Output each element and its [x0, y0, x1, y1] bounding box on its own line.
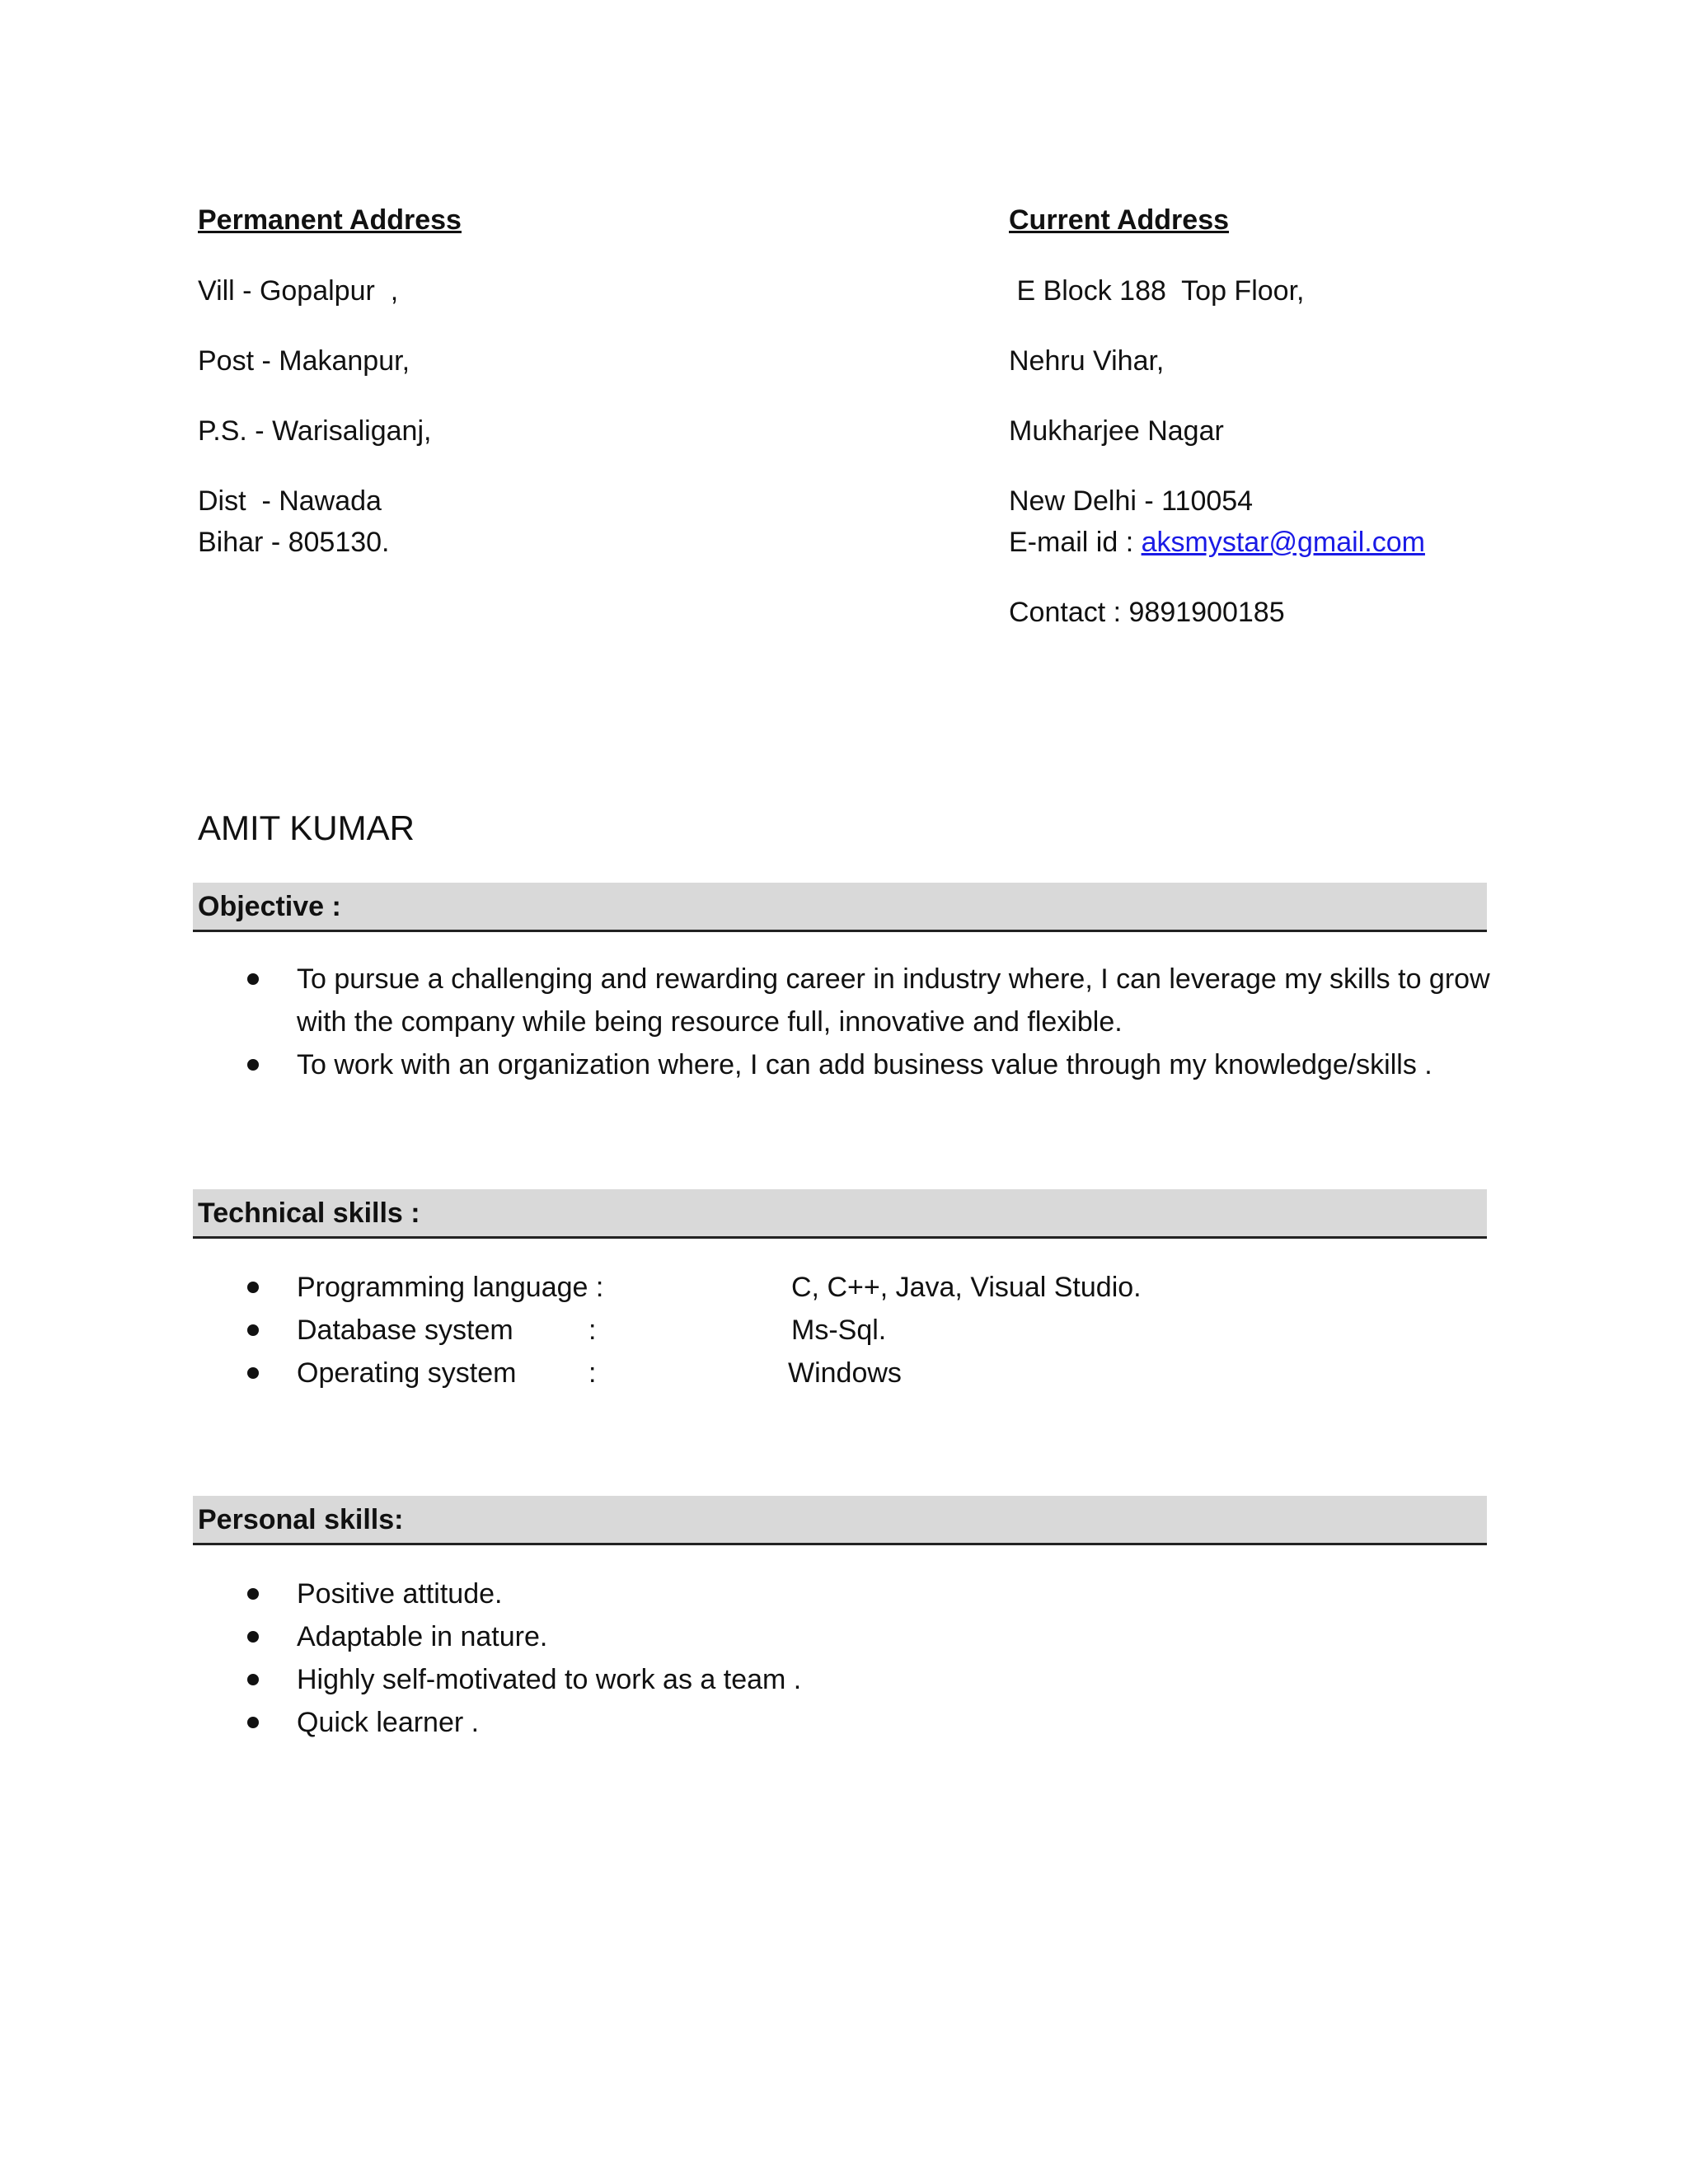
permanent-address-heading: Permanent Address: [198, 204, 462, 236]
skill-value: Windows: [788, 1357, 902, 1389]
list-item: [247, 1352, 1492, 1394]
current-address-line: New Delhi - 110054: [1009, 485, 1254, 517]
permanent-address-line: Bihar - 805130.: [198, 527, 390, 558]
list-item: [247, 1658, 1492, 1701]
list-item: [247, 1701, 1492, 1744]
current-address-line: E Block 188 Top Floor,: [1009, 275, 1305, 307]
personal-skills-section-header: [193, 1496, 1487, 1545]
list-item: [247, 1572, 1492, 1615]
objective-text: To pursue a challenging and rewarding career in industry where, I can leverage my skills to grow with the company while being resource full, innovative and flexible.: [297, 963, 1490, 1038]
bullet-icon: [247, 1282, 259, 1293]
current-address-heading: Current Address: [1009, 204, 1230, 236]
list-item: [247, 1615, 1492, 1658]
list-item: [247, 1043, 1492, 1086]
bullet-icon: [247, 1631, 259, 1643]
permanent-address-block: [198, 199, 940, 563]
personal-skill-text: Quick learner .: [297, 1707, 480, 1738]
objective-title: Objective :: [198, 891, 341, 922]
email-link[interactable]: aksmystar@gmail.com: [1141, 527, 1425, 558]
personal-skill-text: Positive attitude.: [297, 1578, 503, 1610]
skill-key: Programming language :: [297, 1272, 604, 1303]
permanent-address-line: Post - Makanpur,: [198, 345, 410, 377]
objective-text: To work with an organization where, I can add business value through my knowledge/skills .: [297, 1049, 1432, 1080]
skill-colon: :: [588, 1315, 597, 1346]
permanent-address-line: P.S. - Warisaliganj,: [198, 415, 432, 447]
permanent-address-line: Dist - Nawada: [198, 485, 382, 517]
current-address-line: Mukharjee Nagar: [1009, 415, 1224, 447]
list-item: [247, 958, 1492, 1043]
personal-skills-list: [247, 1572, 1492, 1744]
bullet-icon: [247, 1717, 259, 1728]
email-line: [1009, 522, 1635, 563]
candidate-name: AMIT KUMAR: [198, 808, 415, 847]
bullet-icon: [247, 1367, 259, 1379]
technical-skills-list: [247, 1266, 1492, 1394]
bullet-icon: [247, 1674, 259, 1685]
personal-skill-text: Highly self-motivated to work as a team .: [297, 1664, 802, 1695]
bullet-icon: [247, 1588, 259, 1600]
bullet-icon: [247, 1324, 259, 1336]
email-label: E-mail id :: [1009, 527, 1142, 558]
bullet-icon: [247, 1059, 259, 1071]
current-address-block: [1009, 199, 1635, 662]
skill-colon: :: [588, 1357, 597, 1389]
skill-key: Operating system: [297, 1357, 517, 1389]
objective-section-header: [193, 883, 1487, 932]
list-item: [247, 1309, 1492, 1352]
permanent-address-line: Vill - Gopalpur ,: [198, 275, 399, 307]
list-item: [247, 1266, 1492, 1309]
skill-value: Ms-Sql.: [791, 1315, 887, 1346]
skill-key: Database system: [297, 1315, 513, 1346]
technical-skills-section-header: [193, 1189, 1487, 1239]
personal-skill-text: Adaptable in nature.: [297, 1621, 548, 1652]
objective-list: [247, 958, 1492, 1086]
bullet-icon: [247, 973, 259, 985]
personal-skills-title: Personal skills:: [198, 1504, 404, 1535]
contact-line: Contact : 9891900185: [1009, 597, 1285, 628]
skill-value: C, C++, Java, Visual Studio.: [791, 1272, 1142, 1303]
current-address-line: Nehru Vihar,: [1009, 345, 1165, 377]
technical-skills-title: Technical skills :: [198, 1197, 420, 1229]
